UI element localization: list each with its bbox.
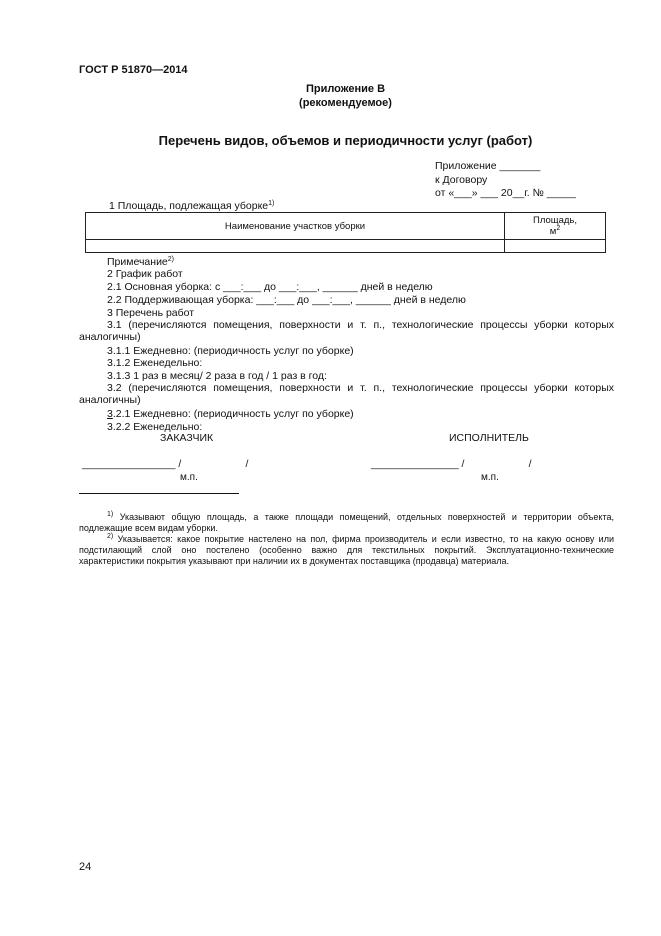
contractor-signature-line[interactable]: _______________ / / — [371, 458, 532, 470]
footnote-2 — [79, 534, 614, 567]
item-3-2-2: 3.2.2 Еженедельно: — [107, 421, 203, 433]
document-code: ГОСТ Р 51870—2014 — [79, 64, 188, 76]
section-1-heading — [109, 200, 274, 212]
contractor-stamp-label: м.п. — [481, 472, 499, 483]
footnote-ref-2[interactable]: 2) — [167, 256, 175, 263]
attachment-line-3: от «___» ___ 20__г. № _____ — [435, 187, 577, 199]
section-1-label: 1 Площадь, подлежащая уборке — [109, 200, 269, 212]
table-cell-area-size[interactable] — [505, 240, 606, 253]
note-line — [107, 256, 174, 268]
item-2-1: 2.1 Основная уборка: с ___:___ до ___:___, ______ дней в неделю — [107, 281, 433, 293]
item-3-1-2: 3.1.2 Еженедельно: — [107, 357, 203, 369]
table-header-row — [86, 213, 606, 240]
unit-text: м — [549, 226, 557, 237]
item-2-2: 2.2 Поддерживающая уборка: ___:___ до ___:___, ______ дней в неделю — [107, 294, 466, 306]
item-3-2: 3.2 (перечисляются помещения, поверхности и т. п., технологические процессы уборки которых аналогичны) — [79, 382, 614, 406]
attachment-block — [435, 160, 576, 201]
customer-stamp-label: м.п. — [180, 472, 198, 483]
column-header-area-size — [505, 213, 606, 240]
table-row — [86, 240, 606, 253]
area-table — [85, 212, 606, 253]
footnote-1 — [79, 512, 614, 534]
footnote-1-marker: 1) — [107, 511, 114, 518]
column-header-area-name: Наименование участков уборки — [86, 213, 505, 240]
section-2-heading: 2 График работ — [107, 268, 183, 280]
footnote-ref-1[interactable]: 1) — [268, 200, 275, 207]
item-3-2-1-text: .2.1 Ежедневно: (периодичность услуг по уборке) — [112, 408, 354, 420]
page-title — [0, 133, 661, 148]
footnote-2-text: Указывается: какое покрытие настелено на пол, фирма производитель и если известно, то на какую основу или подстилающий слой оно постелено (особенно важно для текстильных покрытий. Эксплуатационно-технические характеристики покрытия указывают при наличии их в документах поставщика (продавца) материала. — [79, 534, 614, 566]
appendix-title: Приложение В — [305, 83, 386, 95]
footnote-2-marker: 2) — [107, 533, 114, 540]
item-3-1-1: 3.1.1 Ежедневно: (периодичность услуг по уборке) — [107, 345, 354, 357]
section-3-heading: 3 Перечень работ — [107, 307, 195, 319]
appendix-status: (рекомендуемое) — [299, 97, 392, 109]
footnote-1-text: Указывают общую площадь, а также площади помещений, отдельных поверхностей и территории объекта, подлежащие всем видам уборки. — [79, 512, 614, 533]
page-title-text: Перечень видов, объемов и периодичности услуг (работ) — [158, 133, 533, 148]
attachment-line-2: к Договору — [435, 173, 488, 186]
appendix-heading — [0, 82, 661, 110]
page-number: 24 — [79, 861, 92, 873]
column-header-area-unit — [505, 226, 605, 237]
note-label: Примечание — [107, 256, 168, 268]
attachment-line-1: Приложение _______ — [435, 160, 541, 172]
item-3-2-1-number: 3 — [107, 408, 113, 420]
unit-exponent: 2 — [556, 225, 561, 232]
table-cell-area-name[interactable] — [86, 240, 505, 253]
item-3-1-3: 3.1.3 1 раз в месяц/ 2 раза в год / 1 раз в год: — [107, 370, 327, 382]
column-header-area-size-label: Площадь, — [533, 215, 577, 226]
footnote-divider — [79, 493, 239, 494]
item-3-1: 3.1 (перечисляются помещения, поверхности и т. п., технологические процессы уборки которых аналогичны) — [79, 319, 614, 343]
item-3-2-1 — [107, 408, 354, 420]
customer-heading: ЗАКАЗЧИК — [160, 432, 214, 444]
contractor-heading: ИСПОЛНИТЕЛЬ — [449, 432, 529, 444]
customer-signature-line[interactable]: ________________ / / — [82, 458, 249, 470]
